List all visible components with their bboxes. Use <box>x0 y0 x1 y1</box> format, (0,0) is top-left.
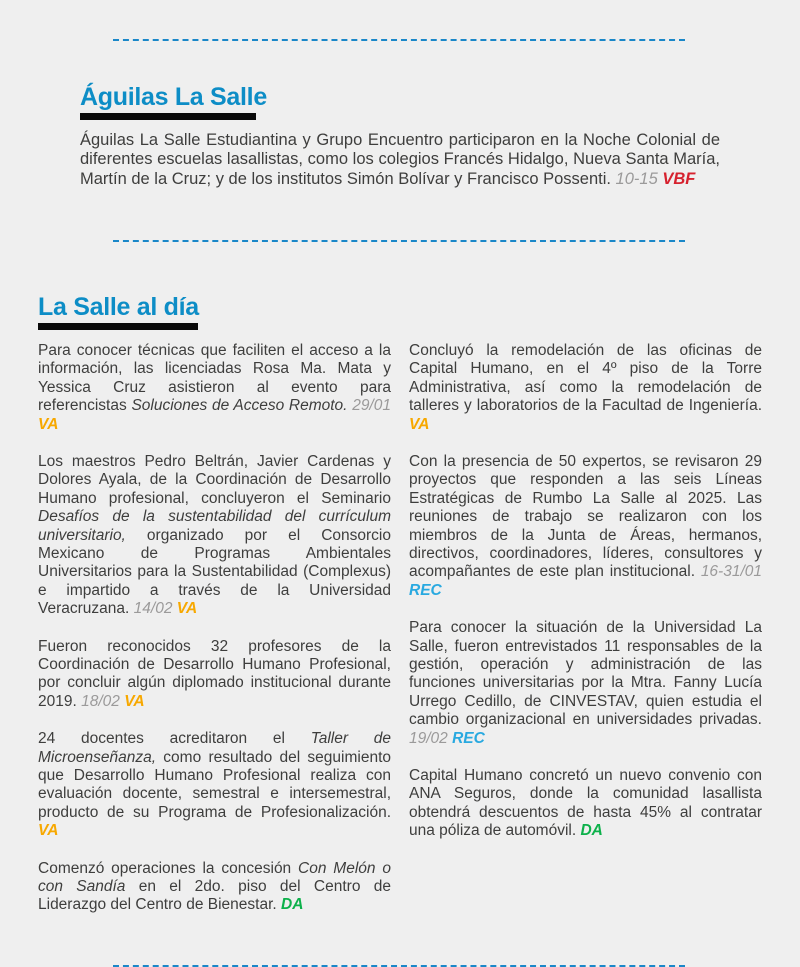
news-item <box>38 730 391 840</box>
news-text-italic: Desafíos de la sustentabilidad del currículum universitario, <box>38 508 391 544</box>
news-ref-abbr: VA <box>172 600 198 618</box>
dashed-divider-top <box>113 39 685 41</box>
news-text: Capital Humano concretó un nuevo convenio con ANA Seguros, donde la comunidad lasallista obtendrá descuentos de hasta 45% al contratar una póliza de automóvil. <box>409 767 762 840</box>
news-item <box>38 342 391 434</box>
section-title-aguilas: Águilas La Salle <box>80 83 267 111</box>
news-ref-abbr: DA <box>576 822 603 840</box>
news-item <box>38 453 391 619</box>
news-text: en el 2do. piso del Centro de Liderazgo del Centro de Bienestar. <box>38 878 391 914</box>
news-text: Para conocer técnicas que faciliten el acceso a la información, las licenciadas Rosa Ma. Mata y Yessica Cruz asistieron al evento para referencistas <box>38 341 391 415</box>
section-title-la-salle-al-dia: La Salle al día <box>38 292 199 321</box>
news-item <box>409 453 762 600</box>
news-date: 19/02 <box>409 729 448 747</box>
news-text: Comenzó operaciones la concesión <box>38 859 299 877</box>
news-ref-abbr: REC <box>447 729 485 747</box>
news-item <box>38 860 391 915</box>
title-underline-bar <box>80 113 256 120</box>
news-ref-abbr: VA <box>409 415 430 433</box>
news-text: Con la presencia de 50 expertos, se revisaron 29 proyectos que responden a las seis Líneas Estratégicas de Rumbo La Salle al 2025. Las reuniones de trabajo se realizaron con los miembros de la Junta de Áreas, hermanos, directivos, coordinadores, líderes, consultores y acompañantes de este plan institucional. <box>409 452 762 581</box>
news-ref-abbr: VBF <box>657 169 696 188</box>
news-text: Los maestros Pedro Beltrán, Javier Cardenas y Dolores Ayala, de la Coordinación de Desarrollo Humano profesional, concluyeron el Seminario <box>38 452 391 507</box>
news-text-italic: Taller de Microenseñanza, <box>38 730 391 766</box>
news-item <box>409 767 762 841</box>
news-text-italic: Soluciones de Acceso Remoto. <box>131 397 348 415</box>
news-columns <box>38 342 762 915</box>
news-ref-abbr: REC <box>409 581 442 599</box>
news-text-italic: Con Melón o con Sandía <box>38 859 391 896</box>
news-text: como resultado del seguimiento que Desarrollo Humano Profesional realiza con evaluación docente, semestral e intersemestral, producto de su Programa de Profesionalización. <box>38 748 391 821</box>
section-aguilas-items <box>80 131 720 189</box>
news-date: 10-15 <box>610 169 658 188</box>
news-date: 16-31/01 <box>695 563 763 581</box>
news-item <box>409 342 762 434</box>
news-text: Águilas La Salle Estudiantina y Grupo Encuentro participaron en la Noche Colonial de diferentes escuelas lasallistas, como los colegios Francés Hidalgo, Nueva Santa María, Martín de la Cruz; y de los institutos Simón Bolívar y Francisco Possenti. <box>80 131 720 188</box>
news-text: organizado por el Consorcio Mexicano de Programas Ambientales Universitarios para la Sustentabilidad (Complexus) e impartido a través de la Universidad Veracruzana. <box>38 526 391 618</box>
news-text: Concluyó la remodelación de las oficinas de Capital Humano, en el 4º piso de la Torre Administrativa, así como la remodelación de talleres y laboratorios de la Facultad de Ingeniería. <box>409 341 762 415</box>
news-date: 18/02 <box>76 692 120 710</box>
news-text: Fueron reconocidos 32 profesores de la Coordinación de Desarrollo Humano Profesional, por concluir algún diplomado institucional durante 2019. <box>38 637 391 710</box>
title-underline-bar <box>38 323 198 330</box>
section-la-salle-al-dia <box>38 292 763 915</box>
section-aguilas-la-salle <box>80 85 720 189</box>
news-date: 29/01 <box>347 397 391 415</box>
news-item <box>409 619 762 748</box>
news-column-right <box>409 342 762 915</box>
dashed-divider-middle <box>113 240 685 242</box>
news-item <box>80 131 720 189</box>
news-ref-abbr: VA <box>38 822 59 840</box>
news-ref-abbr: VA <box>119 692 145 710</box>
news-text: 24 docentes acreditaron el <box>38 730 311 748</box>
news-column-left <box>38 342 391 915</box>
news-ref-abbr: DA <box>276 896 304 914</box>
news-date: 14/02 <box>129 600 173 618</box>
news-item <box>38 638 391 712</box>
news-ref-abbr: VA <box>38 415 59 433</box>
news-text: Para conocer la situación de la Universidad La Salle, fueron entrevistados 11 responsables de la gestión, operación y administración de las funciones universitarias por la Mtra. Fanny Lucía Urrego Cedillo, de CINVESTAV, quien estudia el cambio organizacional en universidades privadas. <box>409 619 762 729</box>
